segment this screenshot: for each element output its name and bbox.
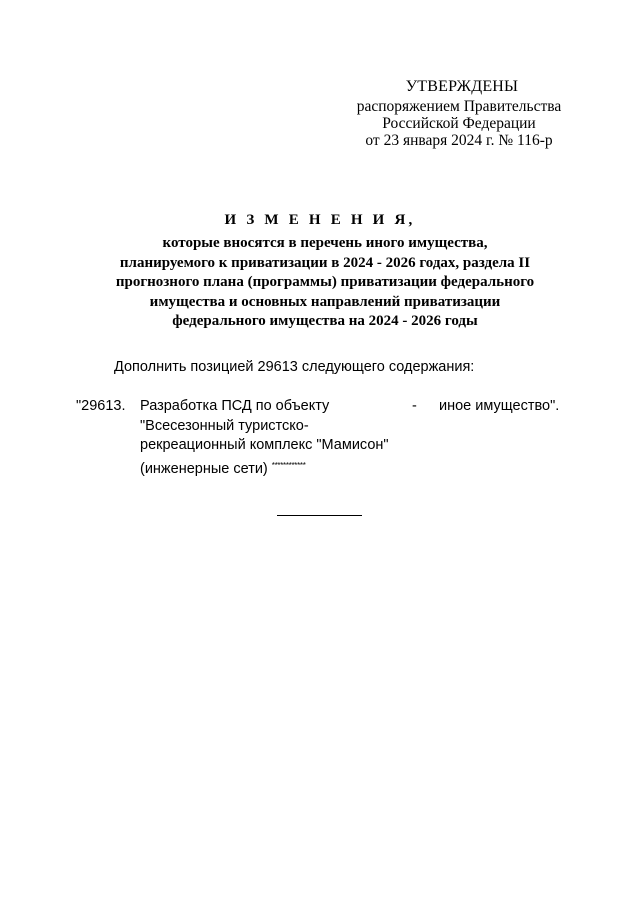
entry-description-line: рекреационный комплекс "Мамисон" xyxy=(140,437,389,453)
entry-description-text: (инженерные сети) xyxy=(140,460,268,477)
subtitle-line: имущества и основных направлений приватизации xyxy=(149,293,501,310)
approval-line-date: от 23 января 2024 г. № 116-р xyxy=(365,132,553,149)
approved-heading: УТВЕРЖДЕНЫ xyxy=(405,78,519,95)
entry-description-line: "Всесезонный туристско- xyxy=(140,417,309,434)
subtitle-line: которые вносятся в перечень иного имущества, xyxy=(162,235,488,251)
document-title: И З М Е Н Е Н И Я, xyxy=(224,212,416,228)
entry-description-line: Разработка ПСД по объекту xyxy=(140,398,330,414)
entry-description-line-last xyxy=(140,456,410,480)
approval-line-government: Российской Федерации xyxy=(382,115,536,132)
entry-description xyxy=(140,397,410,479)
approval-block xyxy=(340,78,578,149)
subtitle-line: планируемого к приватизации в 2024 - 2026 годах, раздела II xyxy=(119,254,531,271)
entry-dash: - xyxy=(412,398,417,414)
subtitle-line: федерального имущества на 2024 - 2026 годы xyxy=(172,313,478,329)
entry-number: "29613. xyxy=(76,398,126,414)
footnote-marks: ************ xyxy=(271,460,306,470)
intro-paragraph: Дополнить позицией 29613 следующего содержания: xyxy=(114,359,475,375)
subtitle-line: прогнозного плана (программы) приватизации федерального xyxy=(115,274,535,290)
entry-category: иное имущество". xyxy=(439,398,560,414)
approval-line-decree: распоряжением Правительства xyxy=(356,98,562,115)
closing-divider xyxy=(277,515,362,516)
document-subtitle xyxy=(60,234,590,332)
